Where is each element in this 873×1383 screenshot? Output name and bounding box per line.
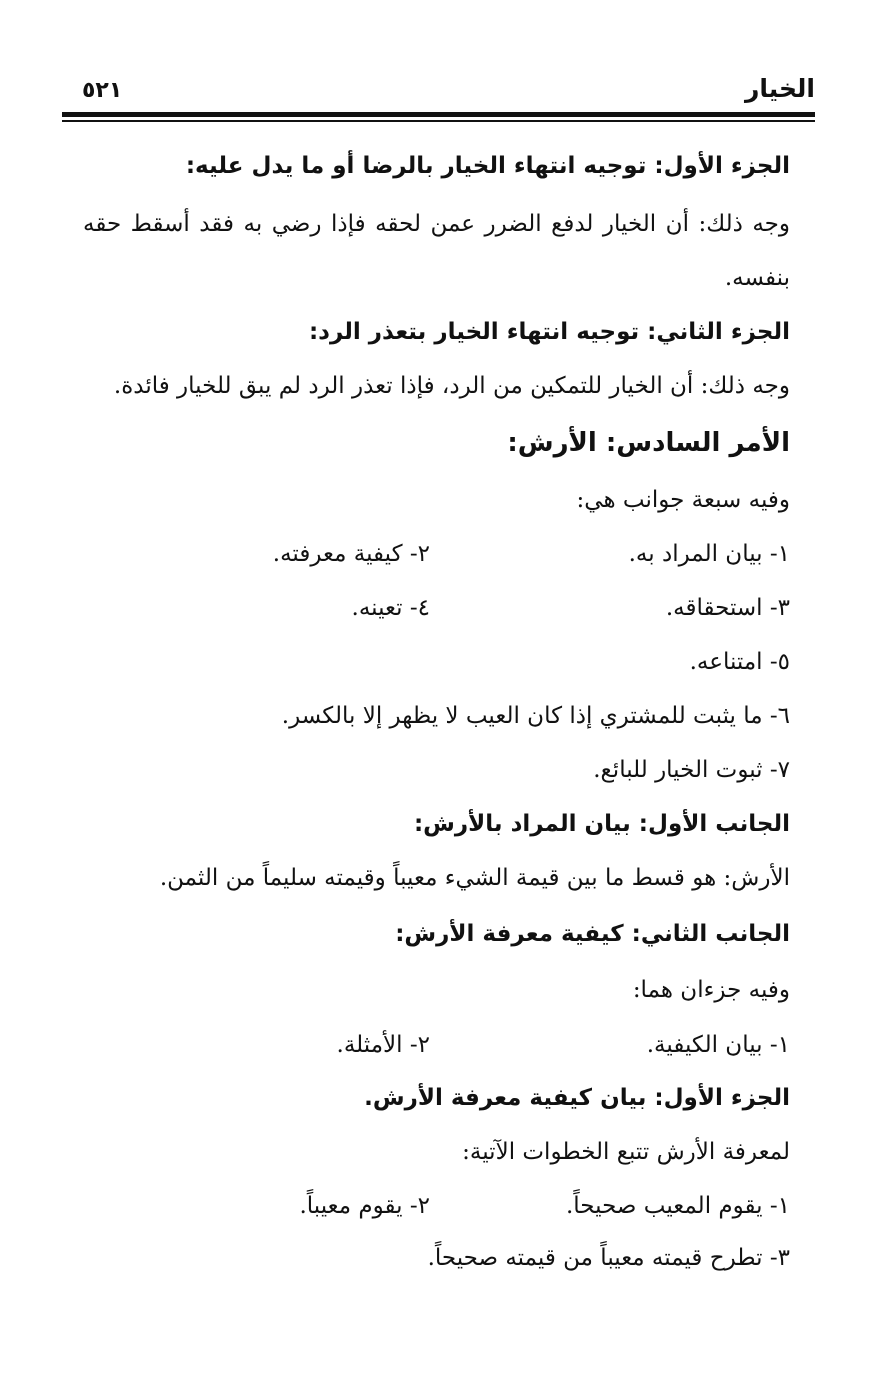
running-header-title: الخيار — [745, 74, 815, 103]
list-item: ٦- ما يثبت للمشتري إذا كان العيب لا يظهر إلا بالكسر. — [281, 703, 790, 729]
list-item: ١- بيان المراد به. — [628, 541, 790, 567]
paragraph-line: بنفسه. — [724, 265, 790, 291]
paragraph-line: وفيه جزءان هما: — [632, 977, 790, 1003]
heading-sixth-matter: الأمر السادس: الأرش: — [507, 428, 790, 458]
header-rule-thick — [62, 112, 815, 117]
list-item: ٣- استحقاقه. — [665, 595, 790, 621]
list-item: ٤- تعينه. — [351, 595, 430, 621]
paragraph-line: وجه ذلك: أن الخيار للتمكين من الرد، فإذا تعذر الرد لم يبق للخيار فائدة. — [113, 373, 790, 399]
list-item: ٢- الأمثلة. — [336, 1032, 430, 1058]
paragraph-line: وجه ذلك: أن الخيار لدفع الضرر عمن لحقه فإذا رضي به فقد أسقط حقه — [83, 211, 790, 237]
heading-aspect-one: الجانب الأول: بيان المراد بالأرش: — [413, 811, 790, 837]
heading-aspect-two: الجانب الثاني: كيفية معرفة الأرش: — [395, 921, 790, 947]
paragraph-line: لمعرفة الأرش تتبع الخطوات الآتية: — [462, 1139, 790, 1165]
list-row — [250, 1190, 790, 1222]
list-item: ٥- امتناعه. — [689, 649, 790, 675]
list-item: ٢- كيفية معرفته. — [272, 541, 430, 567]
list-row — [250, 538, 790, 570]
list-item: ١- يقوم المعيب صحيحاً. — [565, 1193, 790, 1219]
header-rule-thin — [62, 120, 815, 122]
heading-part-one-method: الجزء الأول: بيان كيفية معرفة الأرش. — [364, 1085, 790, 1111]
paragraph-line: الأرش: هو قسط ما بين قيمة الشيء معيباً وقيمته سليماً من الثمن. — [159, 865, 790, 891]
paragraph-line: وفيه سبعة جوانب هي: — [576, 487, 790, 513]
list-item: ٧- ثبوت الخيار للبائع. — [593, 757, 790, 783]
heading-part-one: الجزء الأول: توجيه انتهاء الخيار بالرضا أو ما يدل عليه: — [185, 153, 790, 179]
list-row — [250, 1029, 790, 1061]
list-item: ٢- يقوم معيباً. — [299, 1193, 430, 1219]
list-row — [250, 592, 790, 624]
page-number: ٥٢١ — [82, 78, 123, 103]
list-item: ٣- تطرح قيمته معيباً من قيمته صحيحاً. — [427, 1245, 790, 1271]
list-item: ١- بيان الكيفية. — [646, 1032, 790, 1058]
heading-part-two: الجزء الثاني: توجيه انتهاء الخيار بتعذر الرد: — [308, 319, 790, 345]
